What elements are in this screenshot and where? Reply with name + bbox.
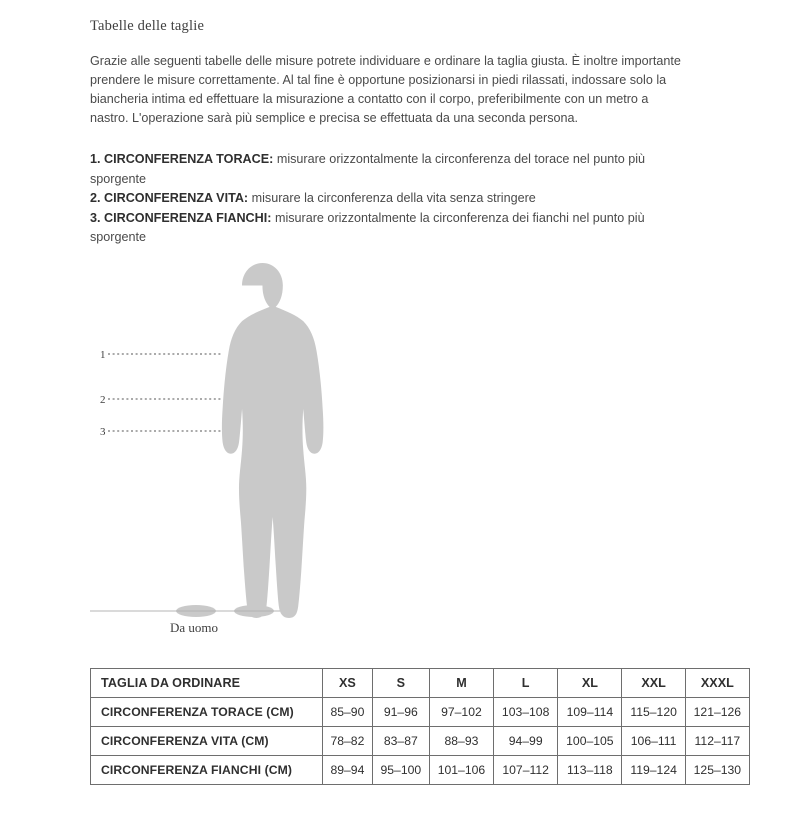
cell-hips-xs: 89–94 [323,756,373,785]
row-label-hips: CIRCONFERENZA FIANCHI (CM) [91,756,323,785]
measure-1-label: 1. CIRCONFERENZA TORACE: [90,152,274,166]
cell-chest-l: 103–108 [494,698,558,727]
cell-chest-m: 97–102 [429,698,493,727]
column-header-2: S [372,669,429,698]
cell-chest-xxxl: 121–126 [685,698,749,727]
cell-chest-xl: 109–114 [558,698,622,727]
column-header-5: XL [558,669,622,698]
marker-label-3: 3 [100,426,106,438]
cell-chest-s: 91–96 [372,698,429,727]
cell-waist-m: 88–93 [429,727,493,756]
measure-instructions [90,150,690,248]
cell-waist-xl: 100–105 [558,727,622,756]
cell-hips-m: 101–106 [429,756,493,785]
measure-1-text: misurare orizzontalmente la circonferenza del torace nel punto più sporgente [90,152,646,186]
intro-paragraph: Grazie alle seguenti tabelle delle misure potrete individuare e ordinare la taglia giusta. È inoltre importante prendere le misure correttamente. Al tal fine è opportune posizionarsi in piedi rilassati, indossare solo la biancheria intima ed effettuare la misurazione a contatto con il corpo, preferibilmente con un metro a nastro. L'operazione sarà più semplice e precisa se effettuata da una seconda persona. [90,54,681,125]
cell-hips-xxl: 119–124 [622,756,685,785]
column-header-7: XXXL [685,669,749,698]
body-figure [90,255,420,645]
page-title: Tabelle delle taglie [90,18,205,34]
cell-hips-l: 107–112 [494,756,558,785]
measure-2-label: 2. CIRCONFERENZA VITA: [90,191,249,205]
measure-item-3 [90,209,690,248]
cell-chest-xxl: 115–120 [622,698,685,727]
column-header-1: XS [323,669,373,698]
row-label-waist: CIRCONFERENZA VITA (CM) [91,727,323,756]
row-label-chest: CIRCONFERENZA TORACE (CM) [91,698,323,727]
cell-hips-xxxl: 125–130 [685,756,749,785]
table-row [91,698,750,727]
column-header-0: TAGLIA DA ORDINARE [91,669,323,698]
column-header-3: M [429,669,493,698]
column-header-4: L [494,669,558,698]
marker-label-2: 2 [100,394,106,406]
cell-waist-l: 94–99 [494,727,558,756]
cell-waist-xs: 78–82 [323,727,373,756]
cell-waist-xxl: 106–111 [622,727,685,756]
cell-hips-xl: 113–118 [558,756,622,785]
measure-3-text: misurare orizzontalmente la circonferenza dei fianchi nel punto più sporgente [90,210,645,244]
measure-item-1 [90,150,690,189]
marker-label-1: 1 [100,349,106,361]
figure-caption: Da uomo [170,620,219,635]
cell-hips-s: 95–100 [372,756,429,785]
male-body-silhouette-icon [90,255,420,645]
table-row [91,727,750,756]
cell-chest-xs: 85–90 [323,698,373,727]
column-header-6: XXL [622,669,685,698]
measure-item-2 [90,189,690,209]
table-header-row [91,669,750,698]
cell-waist-s: 83–87 [372,727,429,756]
measure-2-text: misurare la circonferenza della vita senza stringere [248,191,536,205]
cell-waist-xxxl: 112–117 [685,727,749,756]
measure-3-label: 3. CIRCONFERENZA FIANCHI: [90,210,272,225]
table-row [91,756,750,785]
size-table [90,668,750,785]
